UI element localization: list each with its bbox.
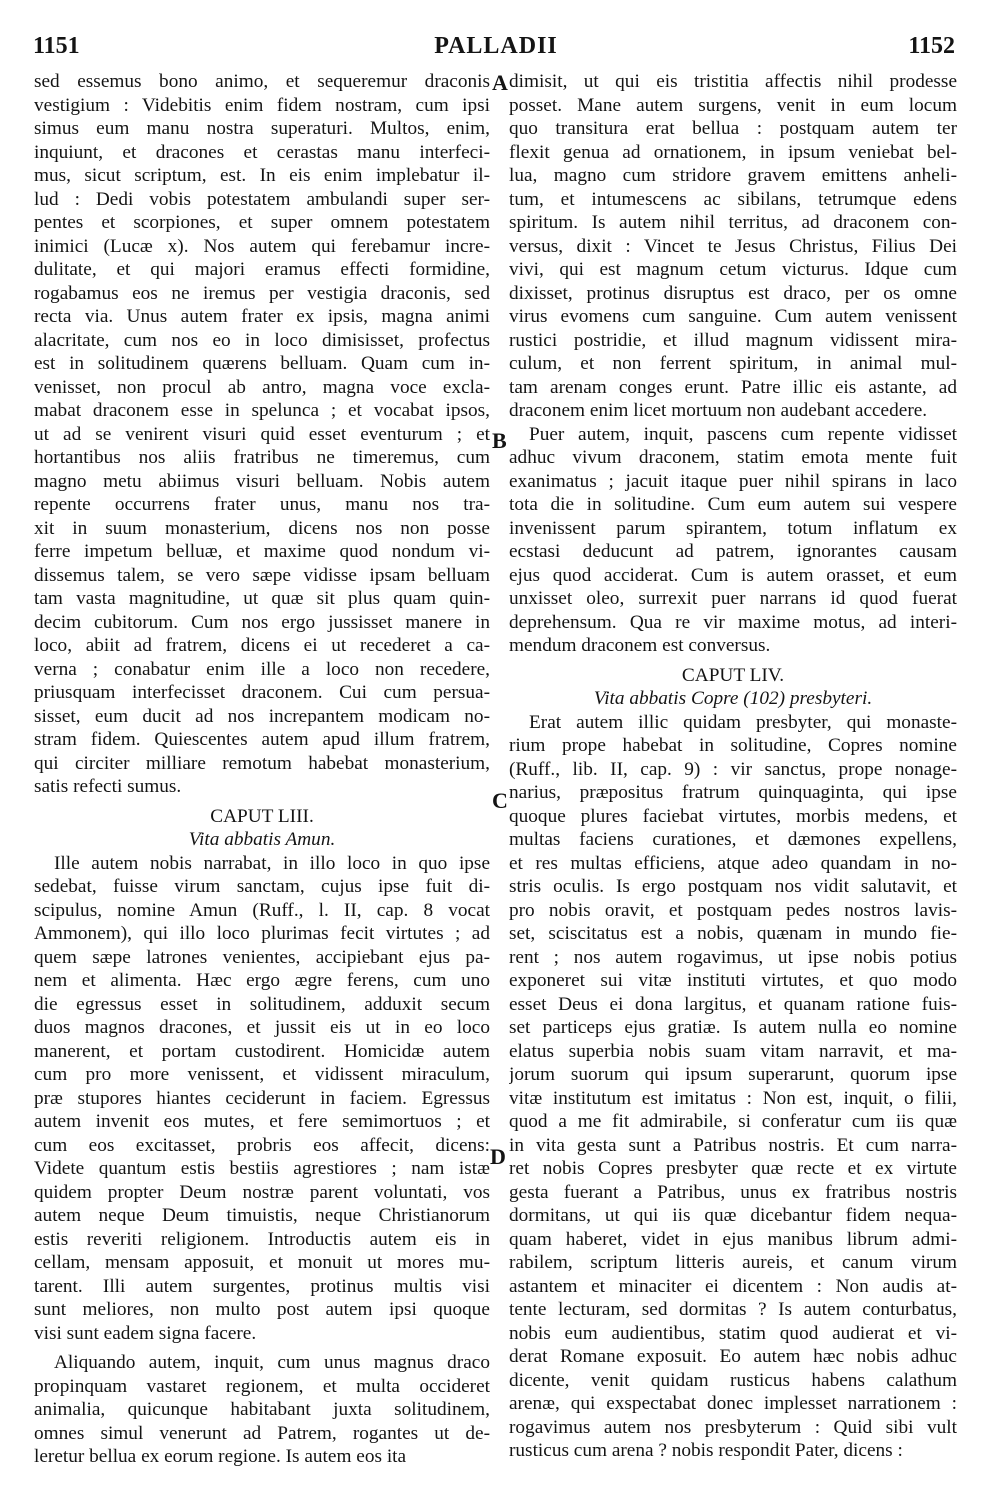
text-line: mendum draconem est conversus. (509, 635, 771, 656)
text-line: quoque plures faciebat virtutes, morbis medens, et (509, 805, 957, 827)
text-line: lud : Dedi vobis potestatem ambulandi super ser- (34, 188, 490, 210)
text-line: ejus quod acciderat. Cum is autem orasset, et eum (509, 564, 957, 586)
text-line: rustici postridie, et illud magnum vidissent mira- (509, 329, 957, 351)
text-line: rusticus cum arena ? nobis respondit Pater, dicens : (509, 1440, 903, 1461)
text-line: stris oculis. Is ergo postquam nos vidit salutavit, et (509, 876, 957, 897)
text-line: tota die in solitudine. Cum eum autem sui vespere (509, 494, 957, 515)
text-line: vestigium : Videbitis enim fidem nostram, cum ipsi (34, 94, 490, 116)
text-line: magno metu abiimus visuri belluam. Nobis autem (34, 470, 490, 492)
text-line: inimici (Lucæ x). Nos autem qui ferebamur incre- (34, 235, 490, 257)
text-line: pentes et scorpiones, et super omnem potestatem (34, 212, 490, 233)
text-line: tam vasta magnitudine, ut quæ sit plus quam quin- (34, 588, 490, 609)
section-marker-d: D (490, 1144, 506, 1169)
chapter-heading: CAPUT LIII. (210, 805, 314, 827)
text-line: versus, dixit : Vincet te Jesus Christus, Filius Dei (509, 235, 957, 257)
text-line: draconem enim licet mortuum non audebant accedere. (509, 400, 928, 421)
text-line: autem invenit eos mutes, et fere semimortuos ; et (34, 1111, 490, 1132)
text-line: autem neque Deum timuistis, neque Christianorum (34, 1205, 490, 1226)
text-line: manerent, et portam custodirent. Homicidæ autem (34, 1040, 490, 1062)
page-number-left: 1151 (33, 33, 80, 59)
chapter-subtitle: Vita abbatis Amun. (188, 829, 336, 850)
text-line: (Ruff., lib. II, cap. 9) : vir sanctus, prope nonage- (509, 758, 957, 780)
text-line: dormitans, ut qui iis quæ dicebantur fidem nequa- (509, 1205, 957, 1226)
text-line: propinquam vastaret regionem, et multa occideret (34, 1375, 490, 1397)
left-text-column (34, 70, 490, 1469)
section-marker-c: C (492, 788, 508, 813)
text-line: cum pro more venissent, et vidissent miraculum, (34, 1064, 490, 1085)
text-line: deprehensum. Qua re vir maxime motus, ad interi- (509, 611, 957, 633)
text-line: qui circiter milliare remotum habebat monasterium, (34, 752, 490, 774)
text-line: tarent. Illi autem surgentes, protinus multis visi (34, 1275, 490, 1297)
text-line: Ammonem), qui illo loco plurimas fecit virtutes ; ad (34, 923, 490, 944)
text-line: simus eum manu nostra superaturi. Multos, enim, (34, 118, 490, 139)
text-line: nem et alimenta. Hæc ergo ægre ferens, cum uno (34, 970, 490, 991)
text-line: sunt meliores, non multo post autem ipsi quoque (34, 1299, 490, 1320)
text-line: tum, et intumescens ac sibilans, tetrumque edens (509, 188, 957, 210)
text-line: estis reveriti religionem. Introductis autem eis in (34, 1228, 490, 1250)
text-line: animalia, quicunque habitabant juxta solitudinem, (34, 1399, 490, 1420)
text-line: inquiunt, et dracones et cerastas manu interfeci- (34, 141, 490, 163)
text-line: rent ; nos autem rogavimus, ut ipse nobis potius (509, 946, 957, 968)
text-line: virus evomens cum sanguine. Cum autem venissent (509, 306, 957, 327)
text-line: sedebat, fuisse virum sanctam, cujus ipse fuit di- (34, 876, 490, 897)
text-line: elatus superbia nobis suam vitam narravit, et ma- (509, 1040, 957, 1062)
page-number-right: 1152 (908, 33, 955, 59)
text-line: tente lecturam, sed dormitas ? Is autem conturbatus, (509, 1299, 957, 1320)
text-line: dimisit, ut qui eis tristitia affectis nihil prodesse (509, 71, 957, 92)
text-line: præ stupores hiantes ceciderunt in faciem. Egressus (34, 1087, 490, 1109)
text-line: in vita gesta sunt a Patribus nostris. Et cum narra- (509, 1134, 957, 1156)
text-line: est in solitudinem quærens belluam. Quam cum in- (34, 353, 490, 374)
chapter-subtitle: Vita abbatis Copre (102) presbyteri. (593, 688, 873, 709)
text-line: culum, et non ferrent spiritum, in animal mul- (509, 353, 957, 374)
text-line: sed essemus bono animo, et sequeremur draconis (34, 71, 490, 92)
section-marker-a: A (492, 70, 508, 95)
text-line: dixisset, protinus disruptus est draco, per os omne (509, 282, 957, 304)
text-line: dulitate, et qui majori eramus effecti formidine, (34, 259, 490, 280)
text-line: adhuc vivum draconem, statim emota mente fuit (509, 447, 957, 468)
running-title: PALLADII (434, 33, 558, 59)
text-line: mus, sicut scriptum, est. In eis enim implebatur il- (34, 165, 490, 186)
text-line: venisset, non procul ab antro, magna voce excla- (34, 376, 490, 398)
text-line: quem sæpe latrones venientes, accipiebant ejus pa- (34, 946, 490, 968)
text-line: gesta fuerant a Patribus, unus ex fratribus nostris (509, 1181, 957, 1203)
text-line: Aliquando autem, inquit, cum unus magnus draco (54, 1352, 490, 1373)
text-line: quod a me fit admirabile, si conferatur cum iis quæ (509, 1111, 957, 1132)
text-line: Erat autem illic quidam presbyter, qui monaste- (529, 711, 957, 733)
text-line: Videte quantum estis bestiis agrestiores ; nam istæ (34, 1158, 490, 1179)
chapter-heading: CAPUT LIV. (681, 664, 785, 686)
text-line: nobis eum audientibus, statim quod audierat et vi- (509, 1322, 957, 1344)
text-line: posset. Mane autem surgens, venit in eum locum (509, 94, 957, 116)
text-line: arenæ, qui exspectabat donec implesset narrationem : (509, 1393, 957, 1414)
text-line: Puer autem, inquit, pascens cum repente vidisset (529, 423, 957, 445)
text-line: rium prope habebat in solitudine, Copres nomine (509, 735, 957, 756)
text-line: loco, abiit ad fratrem, dicens ei ut recederet a ca- (34, 635, 490, 656)
text-line: recta via. Unus autem frater ex ipsis, magna animi (34, 306, 490, 327)
text-line: Ille autem nobis narrabat, in illo loco in quo ipse (54, 852, 490, 874)
text-line: decim cubitorum. Cum nos ergo jussisset manere in (34, 611, 490, 633)
text-line: ut ad se venirent visuri quid esset eventurum ; et (34, 423, 490, 445)
text-line: scipulus, nomine Amun (Ruff., l. II, cap. 8 vocat (34, 899, 490, 921)
text-line: satis refecti sumus. (34, 776, 182, 797)
text-line: flexit genua ad ornationem, in ipsum veniebat bel- (509, 141, 957, 163)
text-line: et res multas efficiens, atque adeo quandam in no- (509, 852, 957, 874)
text-line: cellam, mensam apposuit, et monuit ut mores mu- (34, 1252, 490, 1273)
text-line: alacritate, cum nos eo in loco dimisisset, profectus (34, 329, 490, 351)
text-line: visi sunt eadem signa facere. (34, 1322, 257, 1344)
text-line: stram fidem. Quiescentes autem apud illum fratrem, (34, 729, 490, 750)
text-line: astantem et minaciter ei dicentem : Non audis at- (509, 1275, 957, 1297)
text-line: dicente, venit quidam rusticus habens calathum (509, 1369, 957, 1391)
text-line: ferre impetum belluæ, et maxime quod nondum vi- (34, 541, 490, 562)
text-line: sisset, eum ducit ad nos increpantem modicam no- (34, 705, 490, 727)
text-line: set, sciscitatus est a nobis, quænam in mundo fie- (509, 923, 957, 944)
text-line: derat Romane exposuit. Eo autem hæc nobis adhuc (509, 1346, 957, 1367)
text-line: invenissent parum spirantem, totum inflatum ex (509, 517, 957, 539)
text-line: duos magnos dracones, et jussit eis ut in eo loco (34, 1017, 490, 1038)
text-line: quam haberet, videt in ejus manibus librum admi- (509, 1228, 957, 1250)
text-line: hortantibus nos aliis fratribus ne timeremus, cum (34, 447, 490, 468)
text-line: mabat draconem esse in spelunca ; et vocabat ipsos, (34, 400, 490, 421)
text-line: exanimatus ; jacuit itaque puer nihil spirans in laco (509, 470, 957, 492)
text-line: lua, magno cum stridore gravem emittens anheli- (509, 165, 957, 186)
text-line: leretur bellua ex eorum regione. Is autem eos ita (34, 1446, 407, 1467)
text-line: ret nobis Copres presbyter quæ recte et ex virtute (509, 1158, 957, 1179)
text-line: repente occurrens frater unus, manu nos tra- (34, 494, 490, 515)
text-line: rogavimus autem nos presbyterum : Quid sibi vult (509, 1416, 957, 1438)
text-line: multas faciens curationes, et dæmones expellens, (509, 829, 957, 850)
section-marker-b: B (492, 428, 507, 453)
text-line: vivi, qui est magnum cetum victurus. Idque cum (509, 259, 957, 280)
text-line: rabilem, scriptum litteris aureis, et canum virum (509, 1252, 957, 1273)
text-line: quidem propter Deum nostræ parent voluntati, vos (34, 1181, 490, 1203)
text-line: priusquam interfecisset draconem. Cui cum persua- (34, 682, 490, 703)
text-line: omnes simul venerunt ad Patrem, rogantes ut de- (34, 1422, 490, 1444)
text-line: cum eos excitasset, probris eos affecit, dicens: (34, 1134, 490, 1156)
text-line: ecstasi deducunt ad patrem, ignorantes causam (509, 541, 957, 562)
text-line: verna ; conabatur enim ille a loco non recedere, (34, 658, 490, 680)
text-line: vitæ institutum est imitatus : Non est, inquit, o filii, (509, 1087, 957, 1109)
text-line: jorum suorum qui ipsum superarunt, quorum ipse (509, 1064, 957, 1085)
text-line: quo transitura erat bellua : postquam autem ter (509, 118, 957, 139)
text-line: set particeps ejus gratiæ. Is autem nulla eo nomine (509, 1017, 957, 1038)
text-line: dissemus talem, se vero sæpe vidisse ipsam belluam (34, 564, 490, 586)
text-line: spiritum. Is autem nihil territus, ad draconem con- (509, 212, 957, 233)
text-line: die egressus esset in solitudinem, adduxit secum (34, 993, 490, 1015)
text-line: esset Deus ei dona largitus, et quanam ratione fuis- (509, 993, 957, 1015)
text-line: narius, præpositus fratrum quinquaginta, qui ipse (509, 782, 957, 803)
text-line: unxisset oleo, surrexit puer narrans id quod fuerat (509, 588, 957, 609)
text-line: xit in suum monasterium, dicens nos non posse (34, 517, 490, 539)
text-line: exponeret sui vitæ instituti virtutes, et quo modo (509, 970, 957, 991)
text-line: rogabamus eos ne iremus per vestigia draconis, sed (34, 282, 490, 304)
text-line: tam arenam conges erunt. Patre illic eis astante, ad (509, 376, 957, 398)
text-line: pro nobis oravit, et postquam pedes nostros lavis- (509, 899, 957, 921)
right-text-column (509, 70, 957, 1463)
